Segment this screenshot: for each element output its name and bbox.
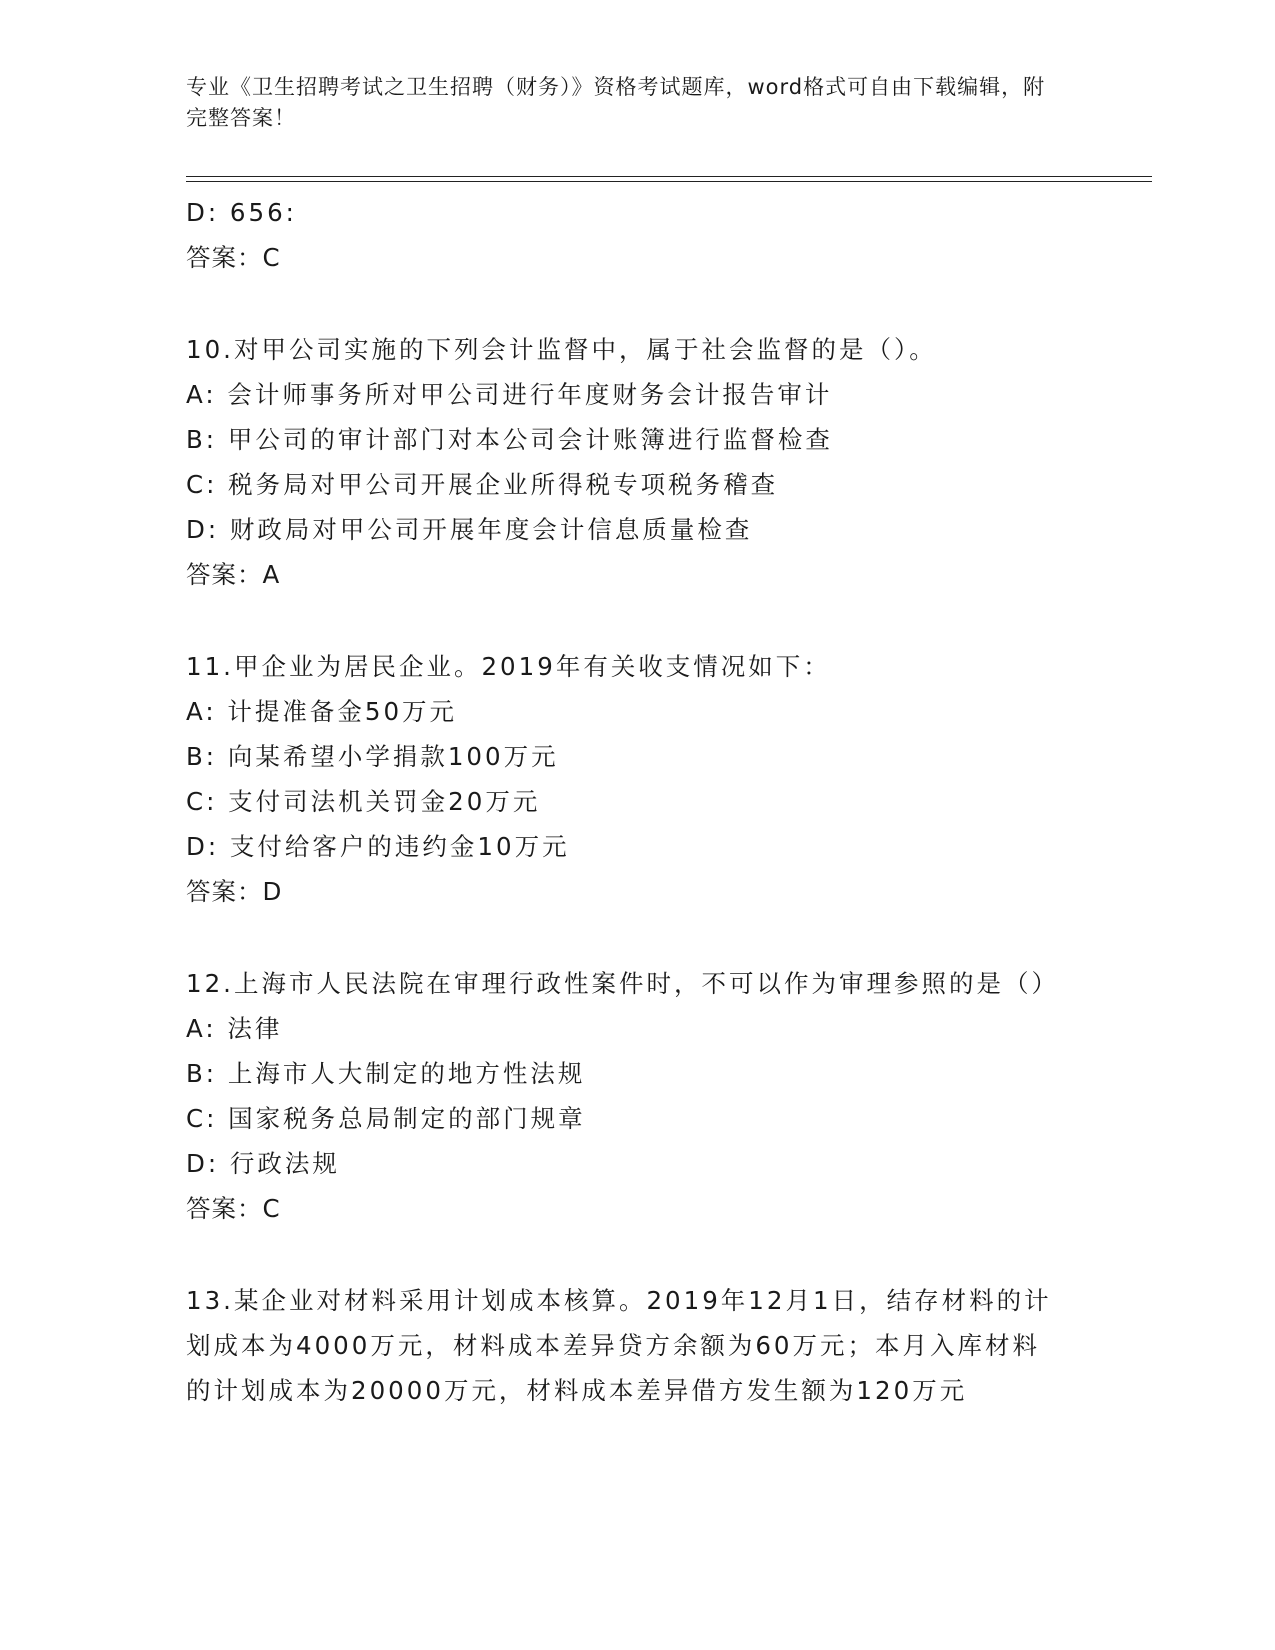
header-rule-top — [186, 176, 1152, 177]
q12-option-a: A: 法律 — [186, 1014, 283, 1043]
q13-stem: 13.某企业对材料采用计划成本核算。2019年12月1日，结存材料的计划成本为4000万元，材料成本差异贷方余额为60万元；本月入库材料的计划成本为20000万元，材料成本差异借方发生额为120万元 — [186, 1286, 1052, 1405]
prev-answer: 答案：C — [186, 243, 281, 272]
question-list — [186, 190, 1066, 1413]
prev-option-d: D: 656: — [186, 198, 297, 227]
q12-option-c: C: 国家税务总局制定的部门规章 — [186, 1104, 586, 1133]
q10-option-a: A: 会计师事务所对甲公司进行年度财务会计报告审计 — [186, 380, 833, 409]
q10-stem: 10.对甲公司实施的下列会计监督中，属于社会监督的是（）。 — [186, 335, 937, 364]
q11-option-c: C: 支付司法机关罚金20万元 — [186, 787, 541, 816]
q11-option-b: B: 向某希望小学捐款100万元 — [186, 742, 559, 771]
q11-option-a: A: 计提准备金50万元 — [186, 697, 458, 726]
page-header: 专业《卫生招聘考试之卫生招聘（财务）》资格考试题库，word格式可自由下载编辑，附完整答案！ — [186, 75, 1046, 130]
header-rule-bottom — [186, 181, 1152, 182]
q10-option-d: D: 财政局对甲公司开展年度会计信息质量检查 — [186, 515, 753, 544]
q11-stem: 11.甲企业为居民企业。2019年有关收支情况如下： — [186, 652, 831, 681]
q10-answer: 答案：A — [186, 560, 281, 589]
q11-answer: 答案：D — [186, 877, 283, 906]
q12-stem: 12.上海市人民法院在审理行政性案件时，不可以作为审理参照的是（） — [186, 969, 1059, 998]
q11-option-d: D: 支付给客户的违约金10万元 — [186, 832, 570, 861]
q12-option-b: B: 上海市人大制定的地方性法规 — [186, 1059, 586, 1088]
q12-option-d: D: 行政法规 — [186, 1149, 340, 1178]
q12-answer: 答案：C — [186, 1194, 281, 1223]
q10-option-b: B: 甲公司的审计部门对本公司会计账簿进行监督检查 — [186, 425, 833, 454]
q10-option-c: C: 税务局对甲公司开展企业所得税专项税务稽查 — [186, 470, 779, 499]
